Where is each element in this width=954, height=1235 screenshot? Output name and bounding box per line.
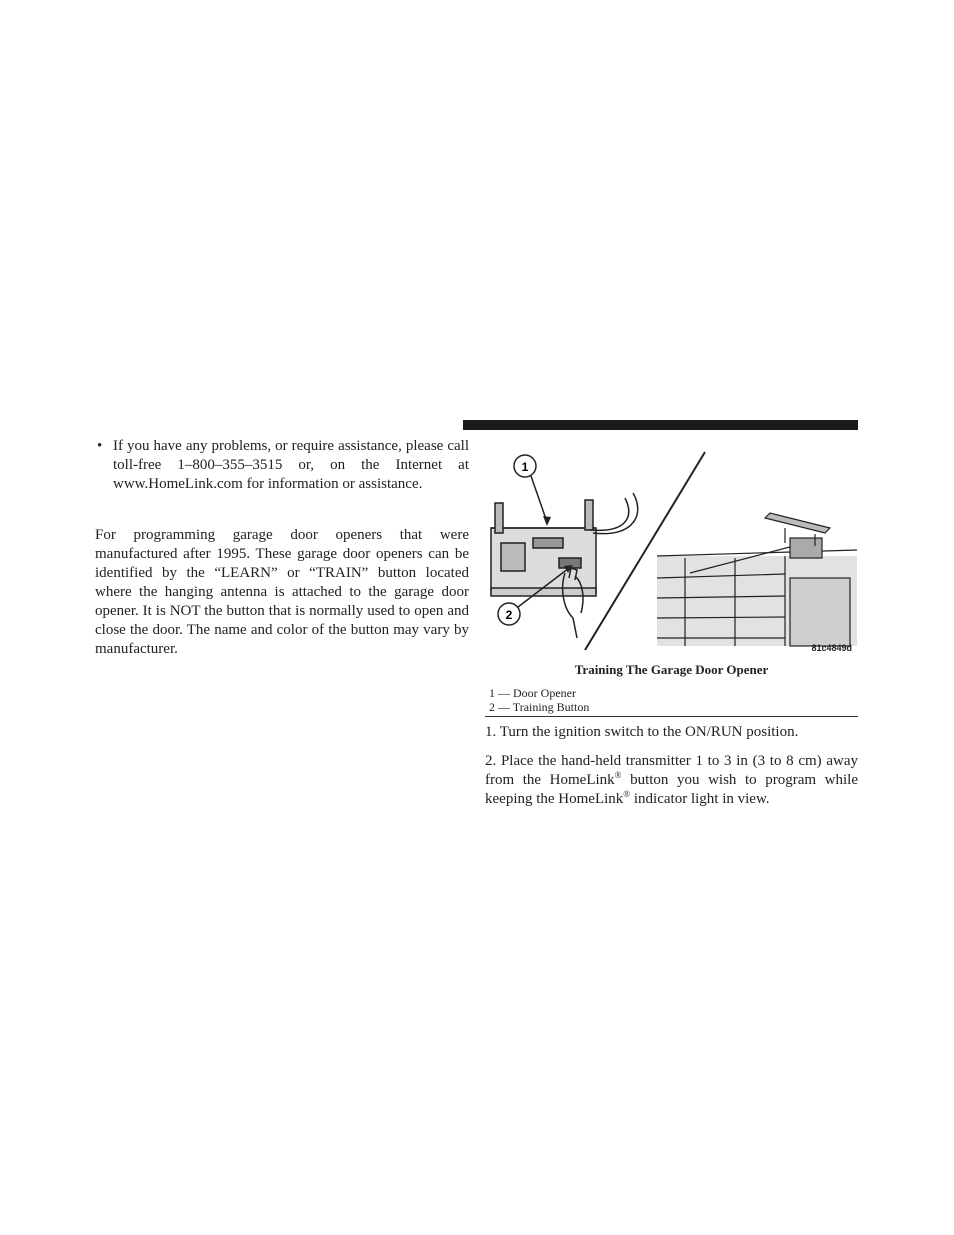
programming-paragraph: For programming garage door openers that were manufactured after 1995. These garage door openers can be identified by the “LEARN” or “TRAIN” button located where the hanging antenna is attached to the garage door opener. It is NOT the button that is normally used to open and close the door. The name and color of the button may vary by manufacturer. bbox=[95, 527, 469, 657]
step-2-part-b: button you wish to program while keeping the HomeLink bbox=[485, 772, 858, 807]
callout-1 bbox=[514, 455, 551, 526]
step-1: 1. Turn the ignition switch to the ON/RUN position. bbox=[485, 724, 799, 740]
registered-mark: ® bbox=[623, 789, 631, 799]
step-2-part-c: indicator light in view. bbox=[630, 791, 770, 807]
figure-caption: Training The Garage Door Opener bbox=[574, 662, 769, 677]
figure-legend bbox=[489, 686, 589, 714]
right-column bbox=[485, 723, 858, 809]
registered-mark: ® bbox=[614, 770, 622, 780]
legend-divider bbox=[485, 716, 858, 717]
legend-item-door-opener: 1 — Door Opener bbox=[489, 686, 576, 700]
assistance-text: If you have any problems, or require assistance, please call toll-free 1–800–355–3515 or, on the Internet at www.HomeLink.com for information or assistance. bbox=[113, 438, 469, 492]
illustration-svg bbox=[485, 438, 858, 656]
left-column bbox=[95, 437, 469, 659]
garage-opener-illustration bbox=[485, 438, 858, 656]
legend-item-training-button: 2 — Training Button bbox=[489, 700, 590, 714]
step-2-part-a: 2. Place the hand-held transmitter 1 to 3 in (3 to 8 cm) away from the HomeLink bbox=[485, 753, 858, 788]
garage-interior-drawing bbox=[657, 513, 857, 646]
section-header-bar bbox=[463, 420, 858, 430]
image-code: 81c4849d bbox=[811, 643, 852, 653]
assistance-bullet bbox=[95, 437, 469, 494]
step-2 bbox=[485, 752, 858, 809]
callout-1-label: 1 bbox=[521, 460, 529, 474]
bullet-dot: • bbox=[97, 438, 103, 454]
callout-2-label: 2 bbox=[505, 608, 513, 622]
